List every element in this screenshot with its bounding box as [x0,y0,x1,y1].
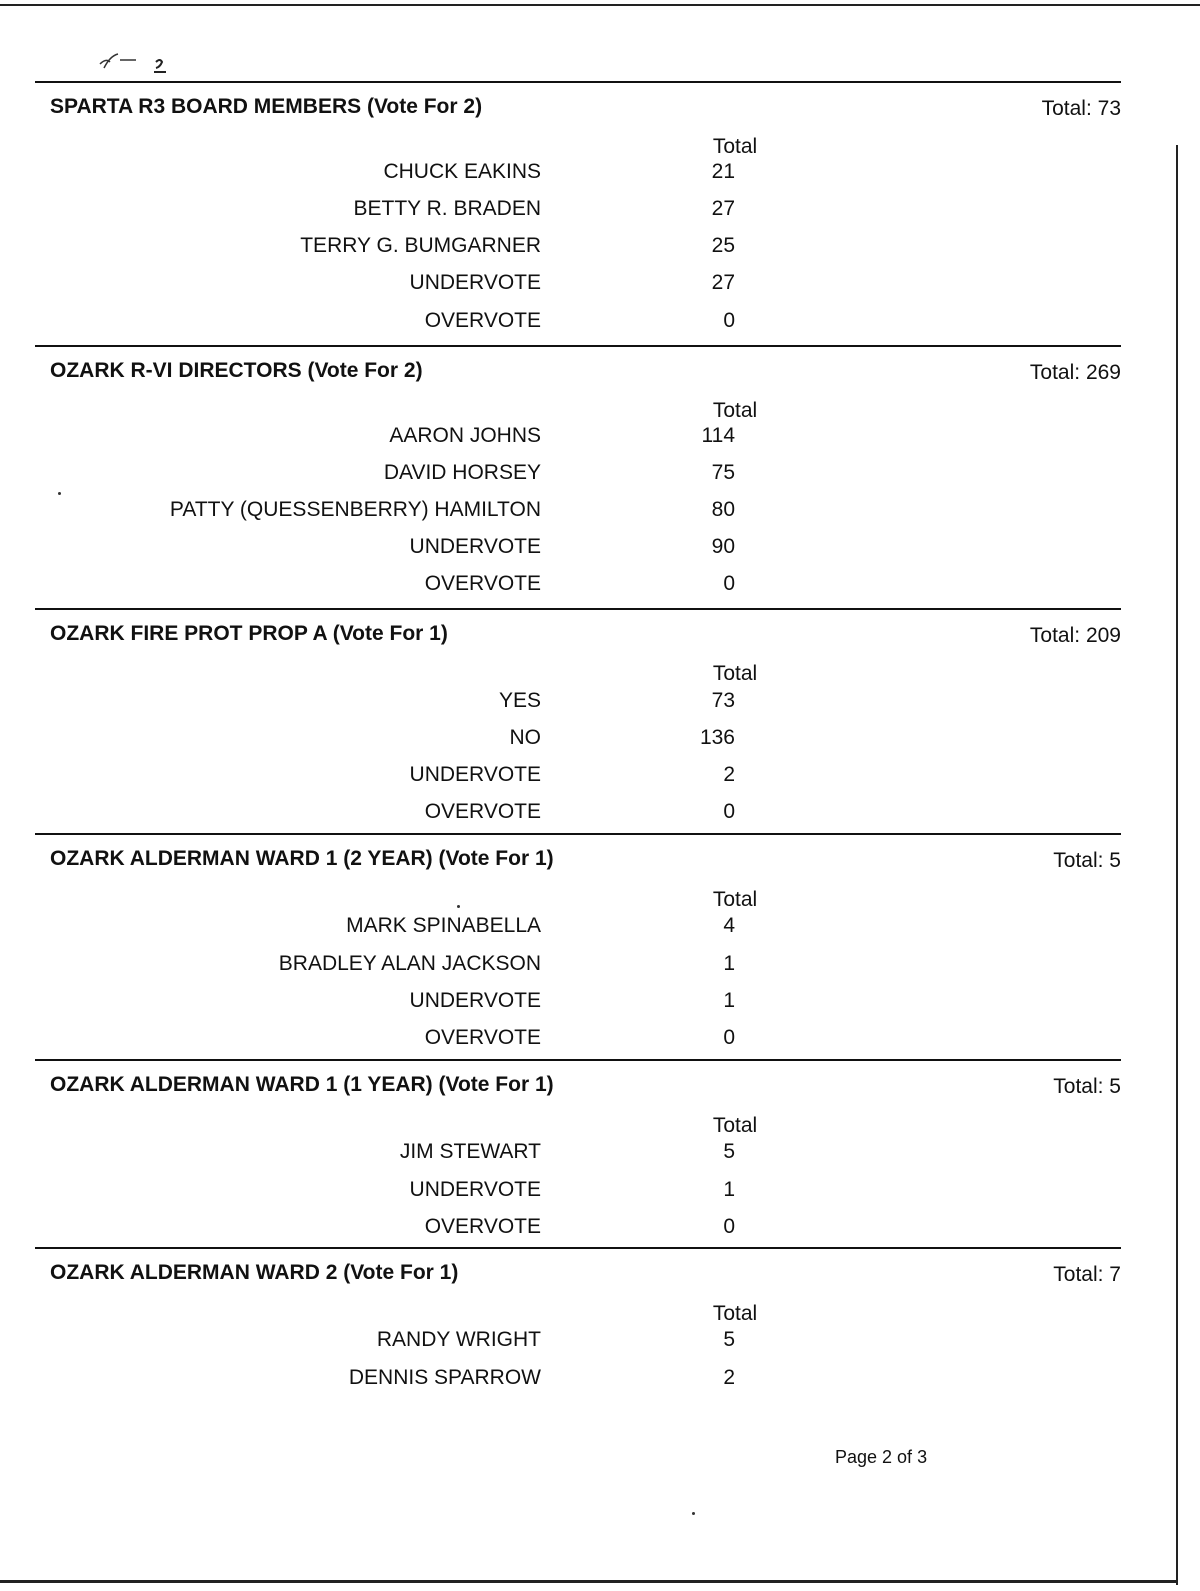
vote-count: 27 [711,197,735,220]
race-section [35,81,1121,347]
vote-count: 1 [723,952,735,975]
race-title: OZARK FIRE PROT PROP A (Vote For 1) [50,622,448,645]
total-column-header: Total [712,399,758,422]
candidate-name: MARK SPINABELLA [346,914,541,937]
result-row [35,726,1121,756]
total-column-header: Total [712,1302,758,1325]
result-row [35,1215,1121,1245]
candidate-name: YES [498,689,541,712]
candidate-name: BETTY R. BRADEN [353,197,541,220]
candidate-name: PATTY (QUESSENBERRY) HAMILTON [169,498,541,521]
vote-count: 1 [723,989,735,1012]
result-row [35,498,1121,528]
candidate-name: UNDERVOTE [409,535,541,558]
candidate-name: CHUCK EAKINS [383,160,541,183]
top-scan-edge [0,4,1200,6]
result-row [35,952,1121,982]
result-row [35,1026,1121,1056]
right-scan-edge [1176,145,1178,1585]
vote-count: 25 [711,234,735,257]
race-header [35,83,1121,125]
vote-count: 0 [723,309,735,332]
race-section [35,608,1121,835]
candidate-name: DENNIS SPARROW [348,1366,541,1389]
candidate-name: UNDERVOTE [409,989,541,1012]
race-section [35,345,1121,610]
bottom-scan-edge [0,1580,1178,1583]
race-section [35,1247,1121,1409]
result-row [35,309,1121,339]
vote-count: 0 [723,572,735,595]
vote-count: 80 [711,498,735,521]
candidate-name: JIM STEWART [399,1140,541,1163]
race-total: Total: 7 [1053,1263,1121,1286]
result-row [35,689,1121,719]
handwritten-mark [96,48,176,78]
candidate-name: BRADLEY ALAN JACKSON [278,952,541,975]
vote-count: 0 [723,1215,735,1238]
vote-count: 0 [723,800,735,823]
vote-count: 27 [711,271,735,294]
race-title: OZARK ALDERMAN WARD 1 (1 YEAR) (Vote For 1) [50,1073,554,1096]
vote-count: 2 [723,1366,735,1389]
candidate-name: NO [509,726,541,749]
race-section [35,1059,1121,1249]
result-row [35,914,1121,944]
race-title: OZARK R-VI DIRECTORS (Vote For 2) [50,359,423,382]
candidate-name: OVERVOTE [424,572,541,595]
race-header [35,1061,1121,1103]
vote-count: 4 [723,914,735,937]
result-row [35,424,1121,454]
vote-count: 5 [723,1328,735,1351]
result-row [35,1328,1121,1358]
candidate-name: DAVID HORSEY [383,461,541,484]
vote-count: 114 [701,424,735,447]
race-title: OZARK ALDERMAN WARD 1 (2 YEAR) (Vote For 1) [50,847,554,870]
vote-count: 0 [723,1026,735,1049]
candidate-name: RANDY WRIGHT [376,1328,541,1351]
race-total: Total: 209 [1029,624,1121,647]
candidate-name: OVERVOTE [424,800,541,823]
race-title: OZARK ALDERMAN WARD 2 (Vote For 1) [50,1261,459,1284]
total-column-header: Total [712,888,758,911]
total-column-header: Total [712,135,758,158]
vote-count: 73 [711,689,735,712]
candidate-name: UNDERVOTE [409,271,541,294]
candidate-name: OVERVOTE [424,1215,541,1238]
candidate-name: UNDERVOTE [409,763,541,786]
race-header [35,347,1121,389]
scan-speck [457,905,460,908]
vote-count: 21 [711,160,735,183]
vote-count: 2 [723,763,735,786]
result-row [35,1178,1121,1208]
total-column-header: Total [712,662,758,685]
candidate-name: OVERVOTE [424,309,541,332]
result-row [35,763,1121,793]
race-header [35,835,1121,877]
total-column-header: Total [712,1114,758,1137]
race-total: Total: 5 [1053,1075,1121,1098]
candidate-name: OVERVOTE [424,1026,541,1049]
result-row [35,461,1121,491]
race-header [35,1249,1121,1291]
race-section [35,833,1121,1061]
result-row [35,800,1121,830]
race-total: Total: 269 [1029,361,1121,384]
scan-speck [58,492,61,495]
vote-count: 75 [711,461,735,484]
candidate-name: AARON JOHNS [389,424,541,447]
race-title: SPARTA R3 BOARD MEMBERS (Vote For 2) [50,95,483,118]
race-total: Total: 5 [1053,849,1121,872]
vote-count: 90 [711,535,735,558]
candidate-name: UNDERVOTE [409,1178,541,1201]
page-number: Page 2 of 3 [835,1447,928,1467]
result-row [35,1366,1121,1396]
race-total: Total: 73 [1041,97,1121,120]
vote-count: 136 [699,726,735,749]
result-row [35,197,1121,227]
result-row [35,989,1121,1019]
result-row [35,271,1121,301]
result-row [35,535,1121,565]
result-row [35,160,1121,190]
vote-count: 1 [723,1178,735,1201]
candidate-name: TERRY G. BUMGARNER [300,234,541,257]
result-row [35,234,1121,264]
result-row [35,1140,1121,1170]
result-row [35,572,1121,602]
scan-speck [692,1512,695,1515]
vote-count: 5 [723,1140,735,1163]
race-header [35,610,1121,652]
